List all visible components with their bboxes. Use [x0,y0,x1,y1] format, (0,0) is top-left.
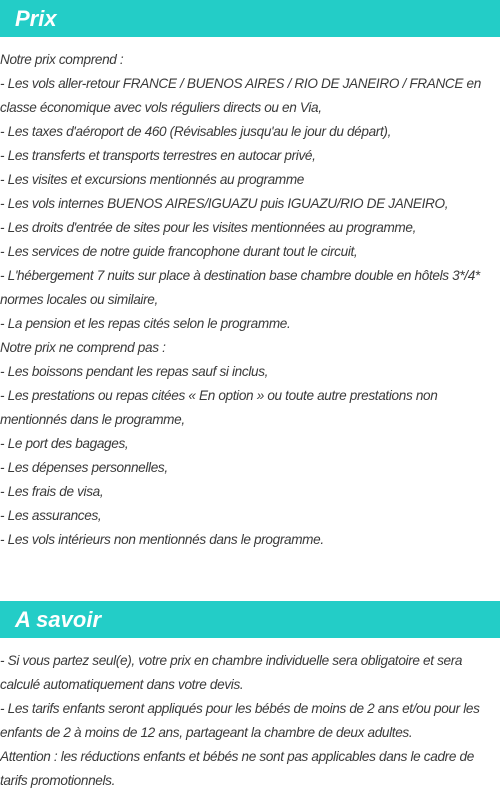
prix-line: Notre prix ne comprend pas : [0,340,166,355]
prix-line: - Les frais de visa, [0,484,104,499]
a-savoir-line: - Les tarifs enfants seront appliqués pour les bébés de moins de 2 ans et/ou pour les enfants de 2 à moins de 12 ans, partageant la chambre de deux adultes. [0,701,480,740]
prix-line: - Les vols internes BUENOS AIRES/IGUAZU puis IGUAZU/RIO DE JANEIRO, [0,196,449,211]
prix-line: - Les vols intérieurs non mentionnés dans le programme. [0,532,324,547]
prix-line: - L'hébergement 7 nuits sur place à destination base chambre double en hôtels 3*/4* normes locales ou similaire, [0,268,480,307]
a-savoir-section-title: A savoir [15,607,102,632]
a-savoir-section-body [0,649,500,793]
a-savoir-line: - Si vous partez seul(e), votre prix en chambre individuelle sera obligatoire et sera calculé automatiquement dans votre devis. [0,653,463,692]
prix-line: - Les taxes d'aéroport de 460 (Révisables jusqu'au le jour du départ), [0,124,392,139]
prix-section-title: Prix [15,6,57,31]
prix-line: - Les assurances, [0,508,102,523]
prix-line: - Les services de notre guide francophone durant tout le circuit, [0,244,358,259]
prix-line: - Les vols aller-retour FRANCE / BUENOS AIRES / RIO DE JANEIRO / FRANCE en classe économique avec vols réguliers directs ou en Via, [0,76,481,115]
a-savoir-line: Attention : les réductions enfants et bébés ne sont pas applicables dans le cadre de tarifs promotionnels. [0,749,474,788]
prix-section-header [0,0,500,37]
prix-line: - Les boissons pendant les repas sauf si inclus, [0,364,269,379]
prix-line: - Les prestations ou repas citées « En option » ou toute autre prestations non mentionnés dans le programme, [0,388,438,427]
prix-line: Notre prix comprend : [0,52,124,67]
prix-section-body [0,48,500,552]
prix-line: - Les droits d'entrée de sites pour les visites mentionnées au programme, [0,220,417,235]
prix-line: - Les dépenses personnelles, [0,460,168,475]
prix-line: - Les transferts et transports terrestres en autocar privé, [0,148,316,163]
prix-line: - La pension et les repas cités selon le programme. [0,316,291,331]
prix-line: - Les visites et excursions mentionnés au programme [0,172,305,187]
a-savoir-section-header [0,601,500,638]
prix-line: - Le port des bagages, [0,436,129,451]
